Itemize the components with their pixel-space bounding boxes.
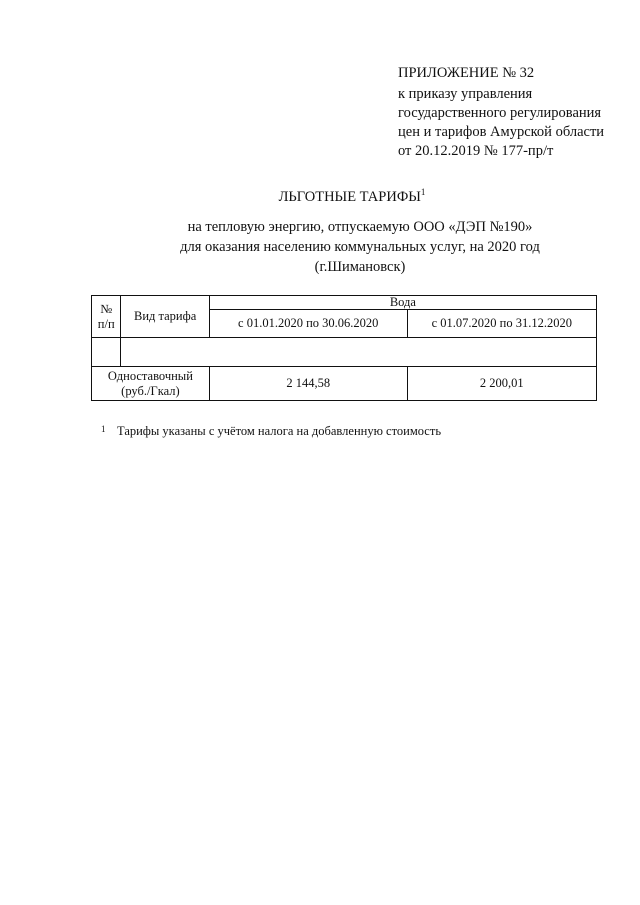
footnote-text: Тарифы указаны с учётом налога на добавленную стоимость: [117, 424, 442, 438]
document-title-text: ЛЬГОТНЫЕ ТАРИФЫ: [278, 189, 421, 205]
footnote-mark: 1: [101, 424, 106, 434]
table-row-empty: [92, 338, 597, 367]
document-subtitle: [0, 217, 640, 277]
document-title: [0, 188, 640, 206]
header-period-1: с 01.01.2020 по 30.06.2020: [209, 310, 407, 338]
table-header-row: [92, 296, 597, 310]
table-row: [92, 367, 597, 401]
subtitle-line: на тепловую энергию, отпускаемую ООО «ДЭП №190»: [187, 219, 533, 235]
subtitle-line: для оказания населению коммунальных услуг, на 2020 год: [180, 239, 540, 255]
appendix-line: цен и тарифов Амурской области: [398, 124, 605, 140]
appendix-line: к приказу управления: [398, 86, 533, 102]
header-water: Вода: [209, 296, 596, 310]
header-number-line1: №: [100, 301, 113, 316]
empty-cell: [121, 338, 597, 367]
row-tariff-kind-line2: (руб./Гкал): [121, 383, 180, 398]
empty-cell: [92, 338, 121, 367]
row-tariff-kind: [92, 367, 210, 401]
row-tariff-kind-line1: Одноставочный: [107, 368, 193, 383]
footnote: [101, 423, 441, 439]
row-value-period-2: 2 200,01: [407, 367, 596, 401]
header-number: [92, 296, 121, 338]
header-tariff-kind: Вид тарифа: [121, 296, 209, 338]
header-number-line2: п/п: [97, 316, 115, 331]
subtitle-line: (г.Шимановск): [314, 259, 406, 275]
tariff-table: [91, 295, 597, 401]
appendix-line: государственного регулирования: [398, 105, 602, 121]
appendix-title: ПРИЛОЖЕНИЕ № 32: [398, 65, 535, 81]
row-value-period-1: 2 144,58: [209, 367, 407, 401]
appendix-line: от 20.12.2019 № 177-пр/т: [398, 143, 554, 159]
title-footnote-mark: 1: [420, 187, 426, 198]
appendix-block: [398, 64, 604, 161]
header-period-2: с 01.07.2020 по 31.12.2020: [407, 310, 596, 338]
